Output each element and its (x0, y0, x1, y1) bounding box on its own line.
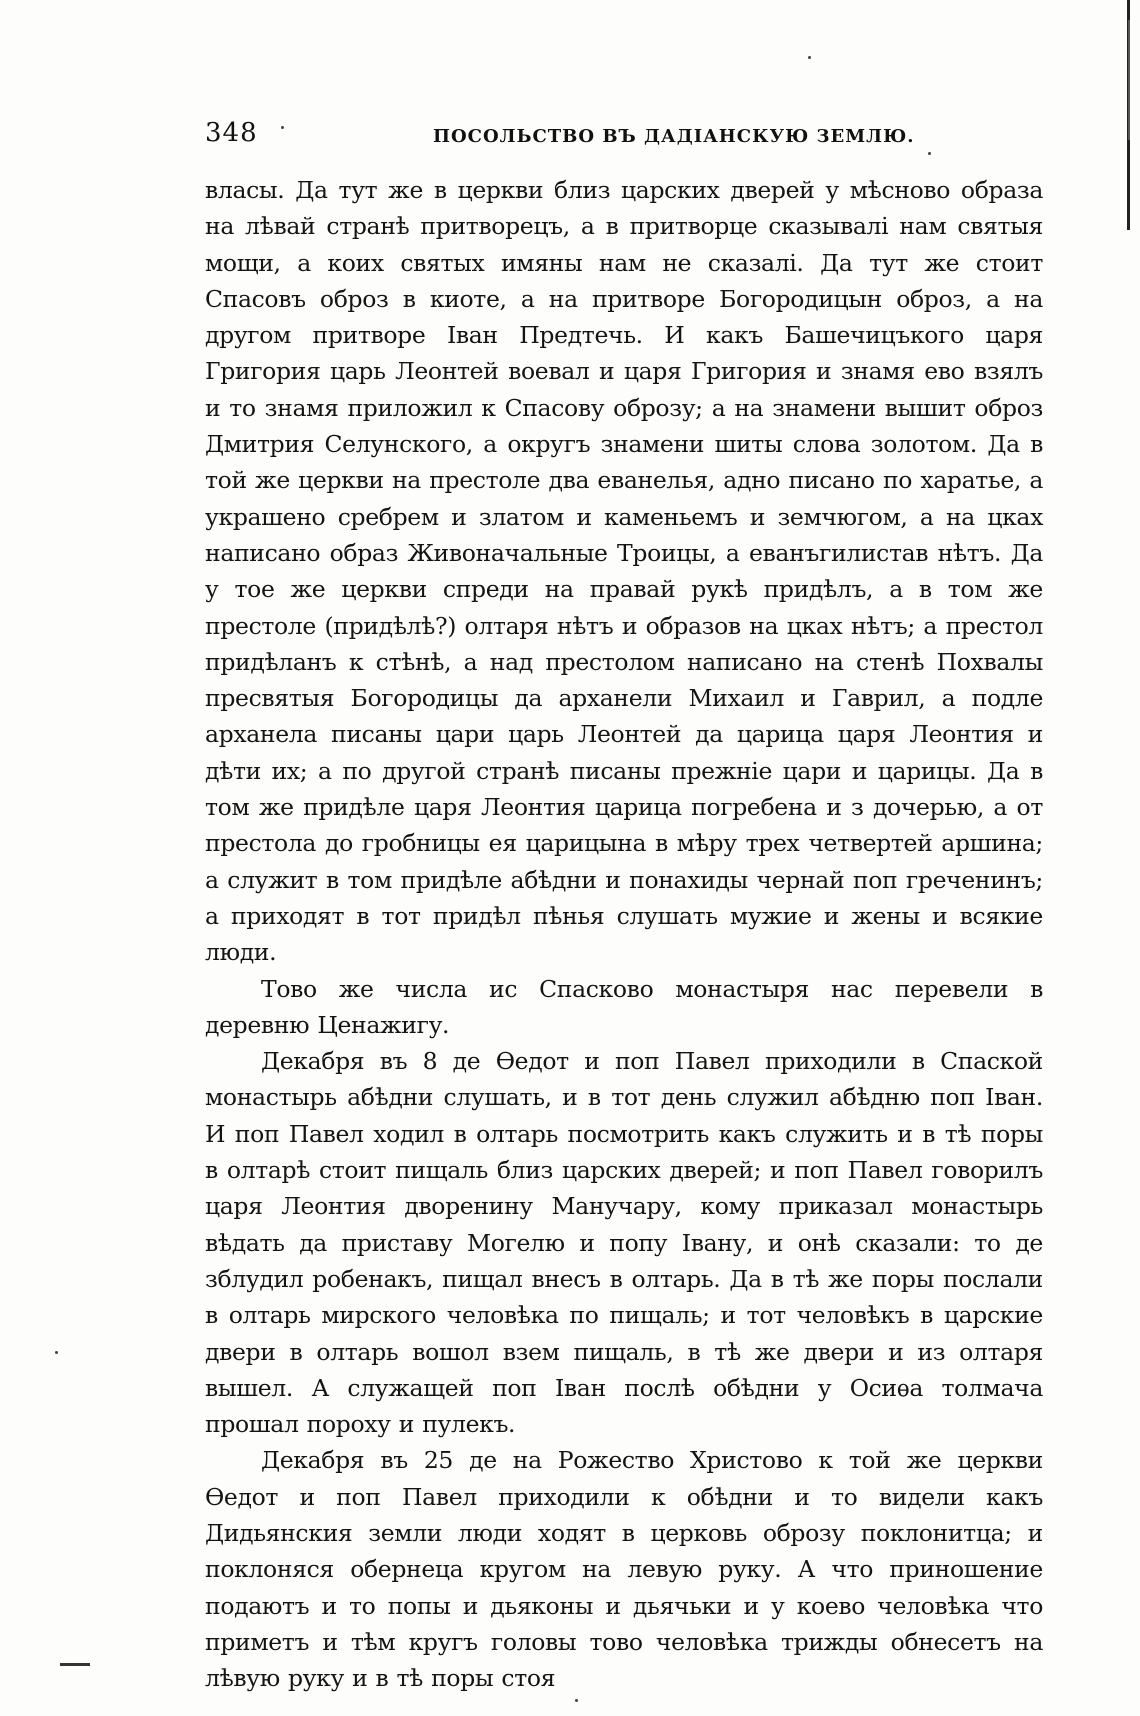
scan-edge-line-secondary (1128, 20, 1130, 140)
page-body (205, 172, 1043, 1696)
scan-dash-mark (60, 1663, 90, 1666)
running-title: ПОСОЛЬСТВО ВЪ ДАДІАНСКУЮ ЗЕМЛЮ. (433, 126, 915, 147)
paragraph-relocation: Тово же числа ис Спасково монастыря нас перевели в деревню Ценажигу. (205, 974, 1043, 1039)
scan-speck (808, 56, 811, 59)
page-header (205, 118, 1043, 158)
paragraph-church-description: власы. Да тут же в церкви близ царских дверей у мѣсново образа на лѣвай странѣ притворецъ, а в притворце сказывалі нам святыя мощи, а коих святых имяны нам не сказалі. Да тут же стоит Спасовъ оброз в киоте, а на притворе Богородицын оброз, а на другом притворе Іван Предтечь. И какъ Башечицъкого царя Григория царь Леонтей воевал и царя Григория и знамя ево взялъ и то знамя приложил к Спасову оброзу; а на знамени вышит оброз Дмитрия Селунского, а округъ знамени шиты слова золотом. Да в той же церкви на престоле два еванелья, адно писано по харатье, а украшено сребрем и златом и каменьемъ и земчюгом, а на цках написано образ Живоначальные Троицы, а еванъгилистав нѣтъ. Да у тое же церкви спреди на правай рукѣ придѣлъ, а в том же престоле (придѣлѣ?) олтаря нѣтъ и образов на цках нѣтъ; а престол придѣланъ к стѣнѣ, а над престолом написано на стенѣ Похвалы пресвятыя Богородицы да арханели Михаил и Гаврил, а подле арханела писаны цари царь Леонтей да царица царя Леонтия и дѣти их; а по другой странѣ писаны прежніе цари и царицы. Да в том же придѣле царя Леонтия царица погребена и з дочерью, а от престола до гробницы ея царицына в мѣру трех четвертей аршина; а служит в том придѣле абѣдни и понахиды чернай поп греченинъ; а приходят в тот придѣл пѣнья слушать мужие и жены и всякие люди. (205, 176, 1043, 967)
page-number: 348 (205, 118, 258, 148)
scan-speck (55, 1351, 58, 1354)
paragraph-december-8: Декабря въ 8 де Ѳедот и поп Павел приходили в Спаской монастырь абѣдни слушать, и в тот день служил абѣдню поп Іван. И поп Павел ходил в олтарь посмотрить какъ служить и в тѣ поры в олтарѣ стоит пищаль близ царских дверей; и поп Павел говорилъ царя Леонтия дворенину Манучару, кому приказал монастырь вѣдать да приставу Могелю и попу Івану, и онѣ сказали: то де зблудил робенакъ, пищал внесъ в олтарь. Да в тѣ же поры послали в олтарь мирского человѣка по пищаль; и тот человѣкъ в царские двери в олтарь вошол взем пищаль, в тѣ же двери и из олтаря вышел. А служащей поп Іван послѣ обѣдни у Осиѳа толмача прошал пороху и пулекъ. (205, 1047, 1043, 1439)
scan-speck (575, 1699, 578, 1702)
paragraph-december-25: Декабря въ 25 де на Рожество Христово к той же церкви Ѳедот и поп Павел приходили к обѣдни и то видели какъ Дидьянския земли люди ходят в церковь оброзу поклонитца; и поклоняся обернеца кругом на левую руку. А что приношение подаютъ и то попы и дьяконы и дьячьки и у коево человѣка что приметъ и тѣм кругъ головы тово человѣка трижды обнесетъ на лѣвую руку и в тѣ поры стоя (205, 1446, 1043, 1693)
